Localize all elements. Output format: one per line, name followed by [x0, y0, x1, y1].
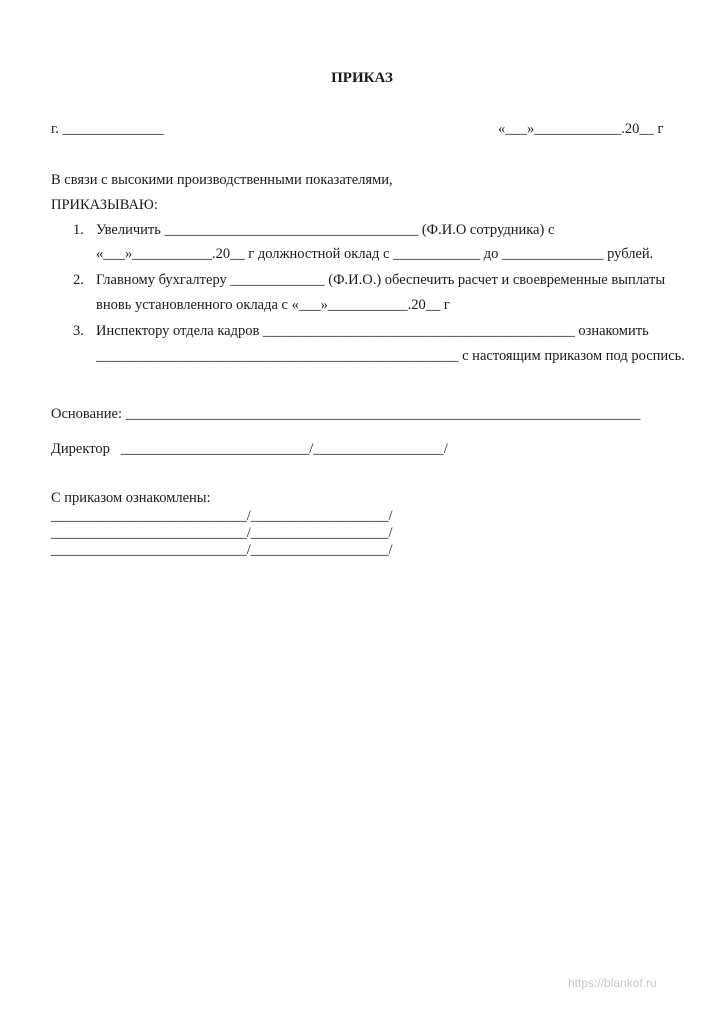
- order-word: ПРИКАЗЫВАЮ:: [51, 197, 158, 213]
- item-line-2: __________________________________________________ с настоящим приказом под роспись.: [96, 348, 685, 364]
- item-number: 1.: [73, 222, 84, 238]
- item-line-1: Инспектору отдела кадров ___________________________________________ ознакомить: [96, 323, 649, 339]
- basis-line: Основание: _______________________________________________________________________: [51, 406, 641, 422]
- watermark: https://blankof.ru: [568, 976, 657, 990]
- item-line-2: вновь установленного оклада с «___»___________.20__ г: [96, 297, 450, 313]
- director-line: Директор __________________________/__________________/: [51, 441, 448, 457]
- date-line: «___»____________.20__ г: [498, 121, 664, 137]
- city-line: г. ______________: [51, 121, 165, 137]
- item-line-2: «___»___________.20__ г должностной оклад с ____________ до ______________ рублей.: [96, 246, 654, 262]
- item-number: 2.: [73, 272, 84, 288]
- signature-line: ___________________________/___________________/: [51, 508, 393, 524]
- signature-line: ___________________________/___________________/: [51, 542, 393, 558]
- signature-line: ___________________________/___________________/: [51, 525, 393, 541]
- item-number: 3.: [73, 323, 84, 339]
- item-line-1: Увеличить ___________________________________ (Ф.И.О сотрудника) с: [96, 222, 555, 238]
- document-title: ПРИКАЗ: [331, 70, 393, 86]
- item-line-1: Главному бухгалтеру _____________ (Ф.И.О.) обеспечить расчет и своевременные выплаты: [96, 272, 666, 288]
- intro-text: В связи с высокими производственными показателями,: [51, 172, 393, 188]
- acquainted-heading: С приказом ознакомлены:: [51, 490, 211, 506]
